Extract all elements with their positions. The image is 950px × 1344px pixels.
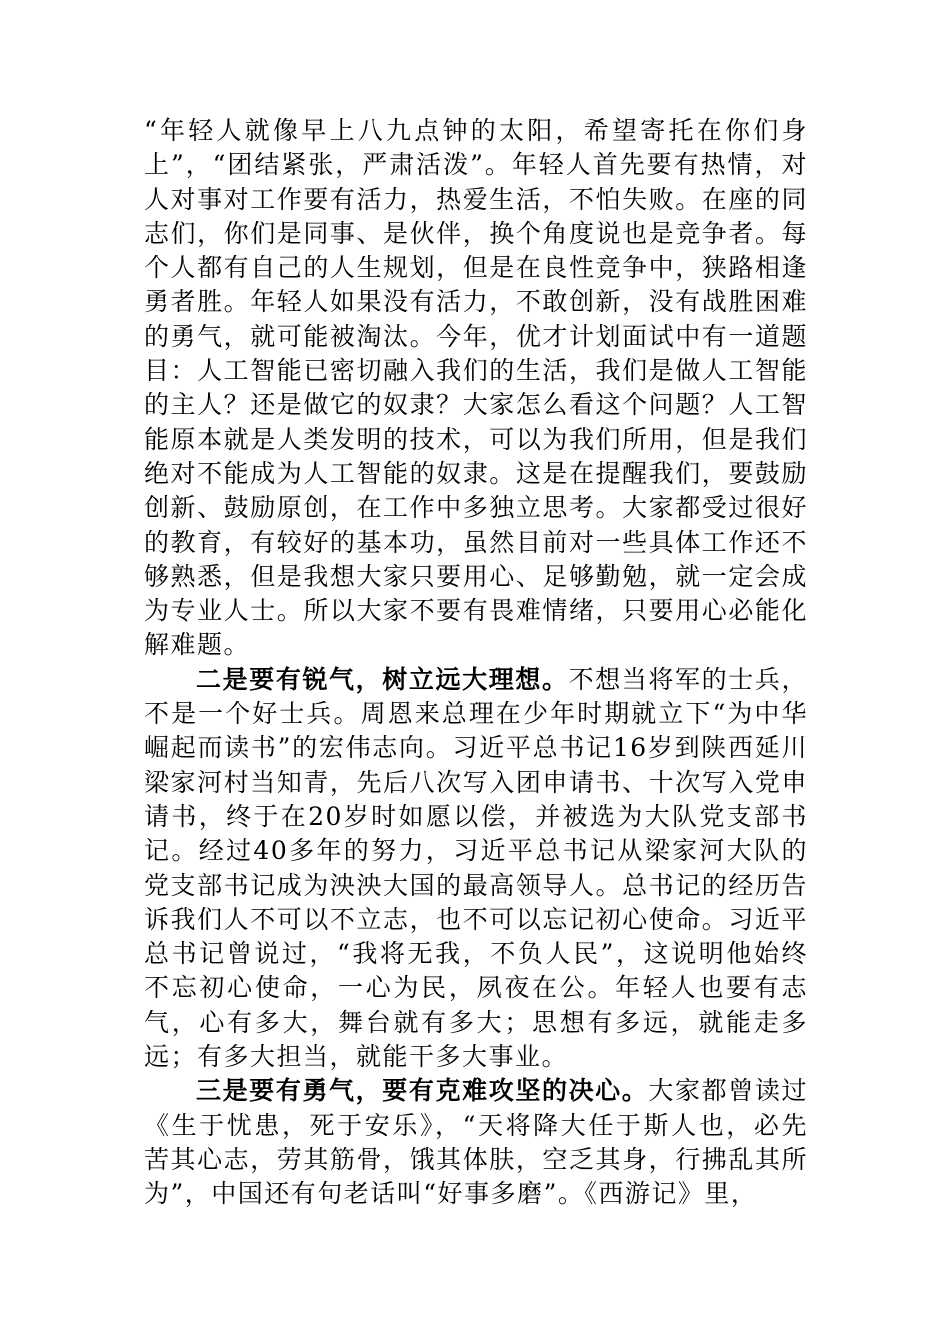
body-paragraph-3	[144, 1074, 808, 1211]
paragraph-3-heading: 三是要有勇气，要有克难攻坚的决心。	[196, 1076, 649, 1106]
document-page	[144, 114, 808, 1212]
paragraph-1-text: “年轻人就像早上八九点钟的太阳，希望寄托在你们身上”，“团结紧张，严肃活泼”。年轻人首先要有热情，对人对事对工作要有活力，热爱生活，不怕失败。在座的同志们，你们是同事、是伙伴，换个角度说也是竞争者。每个人都有自己的人生规划，但是在良性竞争中，狭路相逢勇者胜。年轻人如果没有活力，不敢创新，没有战胜困难的勇气，就可能被淘汰。今年，优才计划面试中有一道题目：人工智能已密切融入我们的生活，我们是做人工智能的主人？还是做它的奴隶？大家怎么看这个问题？人工智能原本就是人类发明的技术，可以为我们所用，但是我们绝对不能成为人工智能的奴隶。这是在提醒我们，要鼓励创新、鼓励原创，在工作中多独立思考。大家都受过很好的教育，有较好的基本功，虽然目前对一些具体工作还不够熟悉，但是我想大家只要用心、足够勤勉，就一定会成为专业人士。所以大家不要有畏难情绪，只要用心必能化解难题。	[144, 116, 808, 660]
paragraph-3-text: 大家都曾读过《生于忧患，死于安乐》，“天将降大任于斯人也，必先苦其心志，劳其筋骨，饿其体肤，空乏其身，行拂乱其所为”，中国还有句老话叫“好事多磨”。《西游记》里，	[144, 1076, 808, 1209]
body-paragraph-2	[144, 663, 808, 1075]
body-paragraph-1	[144, 114, 808, 663]
paragraph-2-heading: 二是要有锐气，树立远大理想。	[196, 664, 569, 694]
paragraph-2-text: 不想当将军的士兵，不是一个好士兵。周恩来总理在少年时期就立下“为中华崛起而读书”的宏伟志向。习近平总书记16岁到陕西延川梁家河村当知青，先后八次写入团申请书、十次写入党申请书，终于在20岁时如愿以偿，并被选为大队党支部书记。经过40多年的努力，习近平总书记从梁家河大队的党支部书记成为泱泱大国的最高领导人。总书记的经历告诉我们人不可以不立志，也不可以忘记初心使命。习近平总书记曾说过，“我将无我，不负人民”，这说明他始终不忘初心使命，一心为民，夙夜在公。年轻人也要有志气，心有多大，舞台就有多大；思想有多远，就能走多远；有多大担当，就能干多大事业。	[144, 664, 808, 1072]
